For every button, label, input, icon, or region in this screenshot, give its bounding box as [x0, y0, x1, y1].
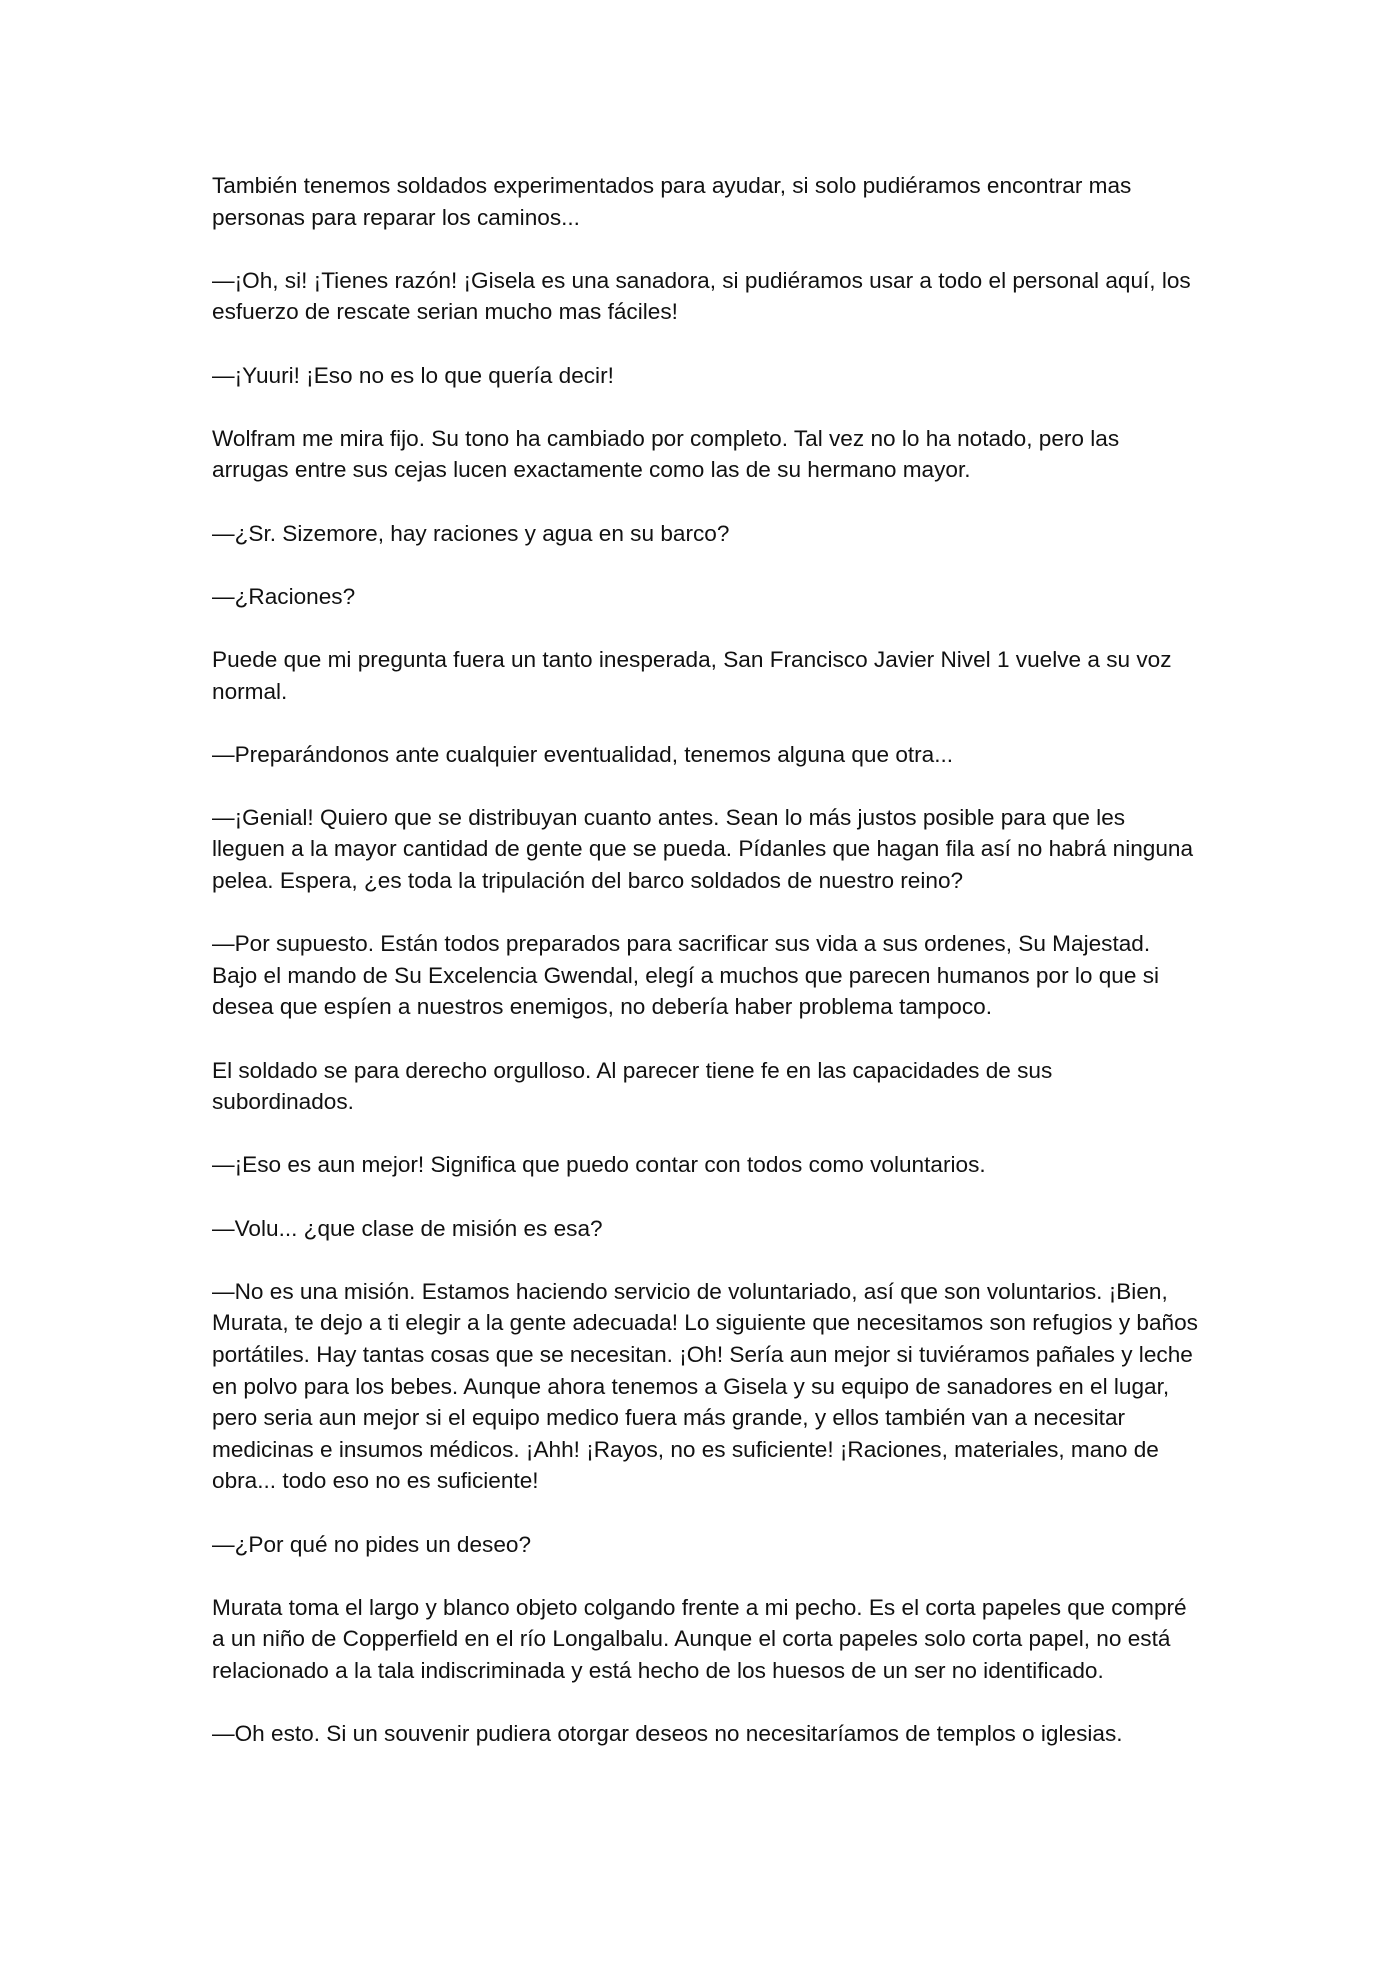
dialogue-paragraph: —¿Sr. Sizemore, hay raciones y agua en su barco?: [212, 520, 730, 546]
dialogue-paragraph: —No es una misión. Estamos haciendo servicio de voluntariado, así que son voluntarios. ¡Bien, Murata, te dejo a ti elegir a la gente adecuada! Lo siguiente que necesitamos son refugios y baños portátiles. Hay tantas cosas que se necesitan. ¡Oh! Sería aun mejor si tuviéramos pañales y leche en polvo para los bebes. Aunque ahora tenemos a Gisela y su equipo de sanadores en el lugar, pero seria aun mejor si el equipo medico fuera más grande, y ellos también van a necesitar medicinas e insumos médicos. ¡Ahh! ¡Rayos, no es suficiente! ¡Raciones, materiales, mano de obra... todo eso no es suficiente!: [212, 1278, 1198, 1494]
dialogue-paragraph: —¿Por qué no pides un deseo?: [212, 1531, 532, 1557]
paragraph: Puede que mi pregunta fuera un tanto inesperada, San Francisco Javier Nivel 1 vuelve a su voz normal.: [212, 646, 1172, 704]
dialogue-paragraph: —¡Eso es aun mejor! Significa que puedo contar con todos como voluntarios.: [212, 1152, 986, 1178]
paragraph: También tenemos soldados experimentados para ayudar, si solo pudiéramos encontrar mas personas para reparar los caminos...: [212, 173, 1132, 230]
paragraph: El soldado se para derecho orgulloso. Al parecer tiene fe en las capacidades de sus subordinados.: [212, 1057, 1053, 1115]
dialogue-paragraph: —¿Raciones?: [212, 583, 356, 609]
dialogue-paragraph: —¡Oh, si! ¡Tienes razón! ¡Gisela es una sanadora, si pudiéramos usar a todo el personal aquí, los esfuerzo de rescate serian mucho mas fáciles!: [212, 267, 1191, 325]
dialogue-paragraph: —Preparándonos ante cualquier eventualidad, tenemos alguna que otra...: [212, 741, 954, 767]
dialogue-paragraph: —¡Genial! Quiero que se distribuyan cuanto antes. Sean lo más justos posible para que les lleguen a la mayor cantidad de gente que se pueda. Pídanles que hagan fila así no habrá ninguna pelea. Espera, ¿es toda la tripulación del barco soldados de nuestro reino?: [212, 804, 1194, 894]
dialogue-paragraph: —Por supuesto. Están todos preparados para sacrificar sus vida a sus ordenes, Su Majestad. Bajo el mando de Su Excelencia Gwendal, elegí a muchos que parecen humanos por lo que si desea que espíen a nuestros enemigos, no debería haber problema tampoco.: [212, 931, 1160, 1020]
dialogue-paragraph: —¡Yuuri! ¡Eso no es lo que quería decir!: [212, 362, 614, 388]
dialogue-paragraph: —Oh esto. Si un souvenir pudiera otorgar deseos no necesitaríamos de templos o iglesias.: [212, 1721, 1123, 1747]
paragraph: Wolfram me mira fijo. Su tono ha cambiado por completo. Tal vez no lo ha notado, pero las arrugas entre sus cejas lucen exactamente como las de su hermano mayor.: [212, 425, 1120, 483]
dialogue-paragraph: —Volu... ¿que clase de misión es esa?: [212, 1215, 603, 1241]
paragraph: Murata toma el largo y blanco objeto colgando frente a mi pecho. Es el corta papeles que compré a un niño de Copperfield en el río Longalbalu. Aunque el corta papeles solo corta papel, no está relacionado a la tala indiscriminada y está hecho de los huesos de un ser no identificado.: [212, 1594, 1187, 1683]
document-body: [212, 170, 1200, 1750]
